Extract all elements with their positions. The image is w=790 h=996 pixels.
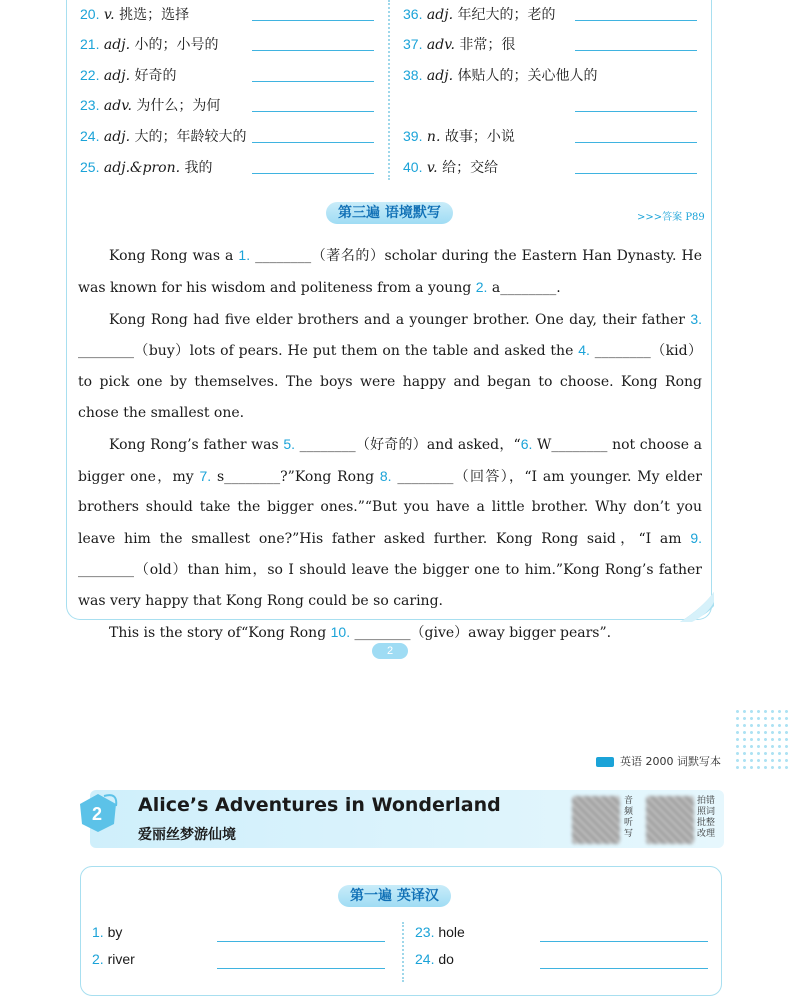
vocab-item bbox=[80, 95, 220, 115]
item-number: 39. bbox=[403, 128, 423, 144]
vocab-item bbox=[403, 34, 515, 54]
answer-line[interactable] bbox=[540, 941, 708, 942]
vocab-item bbox=[80, 126, 246, 146]
part-of-speech: adj. bbox=[103, 129, 131, 145]
item-number: 25. bbox=[80, 159, 100, 175]
unit-number: 2 bbox=[91, 804, 103, 824]
part-of-speech: adj. bbox=[426, 7, 454, 23]
answer-line[interactable] bbox=[252, 50, 374, 51]
blank-number: 5. bbox=[283, 435, 296, 452]
cloze-passage bbox=[78, 240, 702, 648]
word: river bbox=[107, 951, 135, 967]
vocab-item bbox=[80, 4, 189, 24]
answer-line[interactable] bbox=[252, 81, 374, 82]
item-number: 24. bbox=[415, 951, 435, 967]
part-of-speech: v. bbox=[103, 7, 115, 23]
blank-number: 1. bbox=[238, 247, 251, 263]
vocab-item bbox=[403, 4, 555, 24]
blank-number: 4. bbox=[578, 342, 590, 359]
word-item bbox=[415, 951, 454, 967]
word: hole bbox=[438, 924, 465, 940]
answer-line[interactable] bbox=[252, 142, 374, 143]
answer-line[interactable] bbox=[575, 173, 697, 174]
page-number: 2 bbox=[372, 643, 408, 659]
page-curl-icon bbox=[672, 592, 714, 622]
item-number: 22. bbox=[80, 67, 100, 83]
qr-code-audio[interactable] bbox=[572, 796, 620, 844]
blank-number: 8. bbox=[379, 467, 392, 484]
item-number: 23. bbox=[80, 97, 100, 113]
answer-line[interactable] bbox=[540, 968, 708, 969]
answer-line[interactable] bbox=[575, 50, 697, 51]
meaning: 非常；很 bbox=[459, 37, 516, 53]
qr-label-correction: 拍错照词批整改理 bbox=[697, 796, 716, 839]
vocab-item bbox=[403, 157, 498, 177]
item-number: 20. bbox=[80, 6, 100, 22]
meaning: 给；交给 bbox=[442, 160, 499, 176]
meaning: 好奇的 bbox=[134, 68, 177, 84]
meaning: 小的；小号的 bbox=[134, 37, 219, 53]
answer-line[interactable] bbox=[252, 173, 374, 174]
qr-code-correction[interactable] bbox=[646, 796, 694, 844]
blank-number: 3. bbox=[690, 310, 702, 327]
unit-title: Alice’s Adventures in Wonderland bbox=[138, 794, 501, 816]
qr-label-audio: 音频听写 bbox=[624, 796, 634, 839]
meaning: 我的 bbox=[184, 160, 213, 176]
word: by bbox=[107, 924, 123, 940]
word-item bbox=[92, 924, 122, 940]
meaning: 体贴人的；关心他人的 bbox=[457, 68, 598, 84]
vocab-item bbox=[80, 34, 218, 54]
answer-line[interactable] bbox=[575, 142, 697, 143]
blank-number: 6. bbox=[520, 435, 533, 452]
meaning: 大的；年龄较大的 bbox=[134, 129, 247, 145]
part-of-speech: v. bbox=[426, 160, 438, 176]
item-number: 1. bbox=[92, 924, 104, 940]
paragraph: This is the story of“Kong Rong 10. ________（give）away bigger pears”. bbox=[109, 623, 612, 641]
item-number: 23. bbox=[415, 924, 435, 940]
part-of-speech: adv. bbox=[426, 37, 455, 53]
answer-line[interactable] bbox=[252, 111, 374, 112]
vocab-item bbox=[403, 126, 515, 146]
word: do bbox=[438, 951, 454, 967]
paragraph: Kong Rong’s father was 5. ________（好奇的）and asked，“6. W________ not choose a bigger one，my 7. s________?”Kong Rong 8. ________（回答），“I am younger. My elder brothers should take the bigger ones.”“But you have a little brother. Why don’t you leave him the smallest one?”His father asked further. Kong Rong said，“I am 9. ________（old）than him，so I should leave the bigger one to him.”Kong Rong’s father was very happy that Kong Rong could be so caring. bbox=[78, 435, 703, 609]
answer-line[interactable] bbox=[575, 111, 697, 112]
unit-subtitle: 爱丽丝梦游仙境 bbox=[138, 827, 236, 843]
item-number: 36. bbox=[403, 6, 423, 22]
answer-reference: >>>答案 P89 bbox=[637, 212, 705, 223]
part-of-speech: n. bbox=[426, 129, 441, 145]
paragraph: Kong Rong was a 1. ________（著名的）scholar during the Eastern Han Dynasty. He was known for his wisdom and politeness from a young 2. a________. bbox=[78, 247, 702, 296]
decorative-dots bbox=[734, 708, 790, 770]
column-divider bbox=[388, 0, 390, 180]
paragraph: Kong Rong had five elder brothers and a younger brother. One day, their father 3. ________（buy）lots of pears. He put them on the table and asked the 4. ________（kid）to pick one by themselves. The boys were happy and began to choose. Kong Rong chose the smallest one. bbox=[78, 310, 702, 421]
item-number: 40. bbox=[403, 159, 423, 175]
part-of-speech: adv. bbox=[103, 98, 132, 114]
blank-number: 10. bbox=[330, 623, 351, 640]
part-of-speech: adj. bbox=[103, 68, 131, 84]
blank-number: 2. bbox=[475, 278, 488, 295]
answer-line[interactable] bbox=[217, 968, 385, 969]
vocab-item bbox=[403, 65, 597, 85]
answer-line[interactable] bbox=[217, 941, 385, 942]
word-item bbox=[415, 924, 465, 940]
section-title: 第三遍 语境默写 bbox=[326, 202, 453, 224]
unit-number-badge bbox=[78, 792, 118, 834]
meaning: 年纪大的；老的 bbox=[457, 7, 556, 23]
part-of-speech: adj.&pron. bbox=[103, 160, 181, 176]
item-number: 38. bbox=[403, 67, 423, 83]
vocab-item bbox=[80, 65, 176, 85]
vocab-item bbox=[80, 157, 213, 177]
meaning: 挑选；选择 bbox=[119, 7, 190, 23]
item-number: 2. bbox=[92, 951, 104, 967]
part-of-speech: adj. bbox=[426, 68, 454, 84]
brand-tag: 英语 2000 词默写本 bbox=[596, 753, 721, 767]
meaning: 为什么；为何 bbox=[136, 98, 221, 114]
section-title: 第一遍 英译汉 bbox=[338, 885, 451, 907]
item-number: 37. bbox=[403, 36, 423, 52]
item-number: 24. bbox=[80, 128, 100, 144]
column-divider bbox=[402, 922, 404, 982]
brand-logo-icon bbox=[596, 757, 614, 767]
word-item bbox=[92, 951, 135, 967]
item-number: 21. bbox=[80, 36, 100, 52]
blank-number: 9. bbox=[690, 530, 702, 547]
meaning: 故事；小说 bbox=[444, 129, 515, 145]
part-of-speech: adj. bbox=[103, 37, 131, 53]
answer-line[interactable] bbox=[575, 20, 697, 21]
blank-number: 7. bbox=[199, 467, 212, 484]
answer-line[interactable] bbox=[252, 20, 374, 21]
